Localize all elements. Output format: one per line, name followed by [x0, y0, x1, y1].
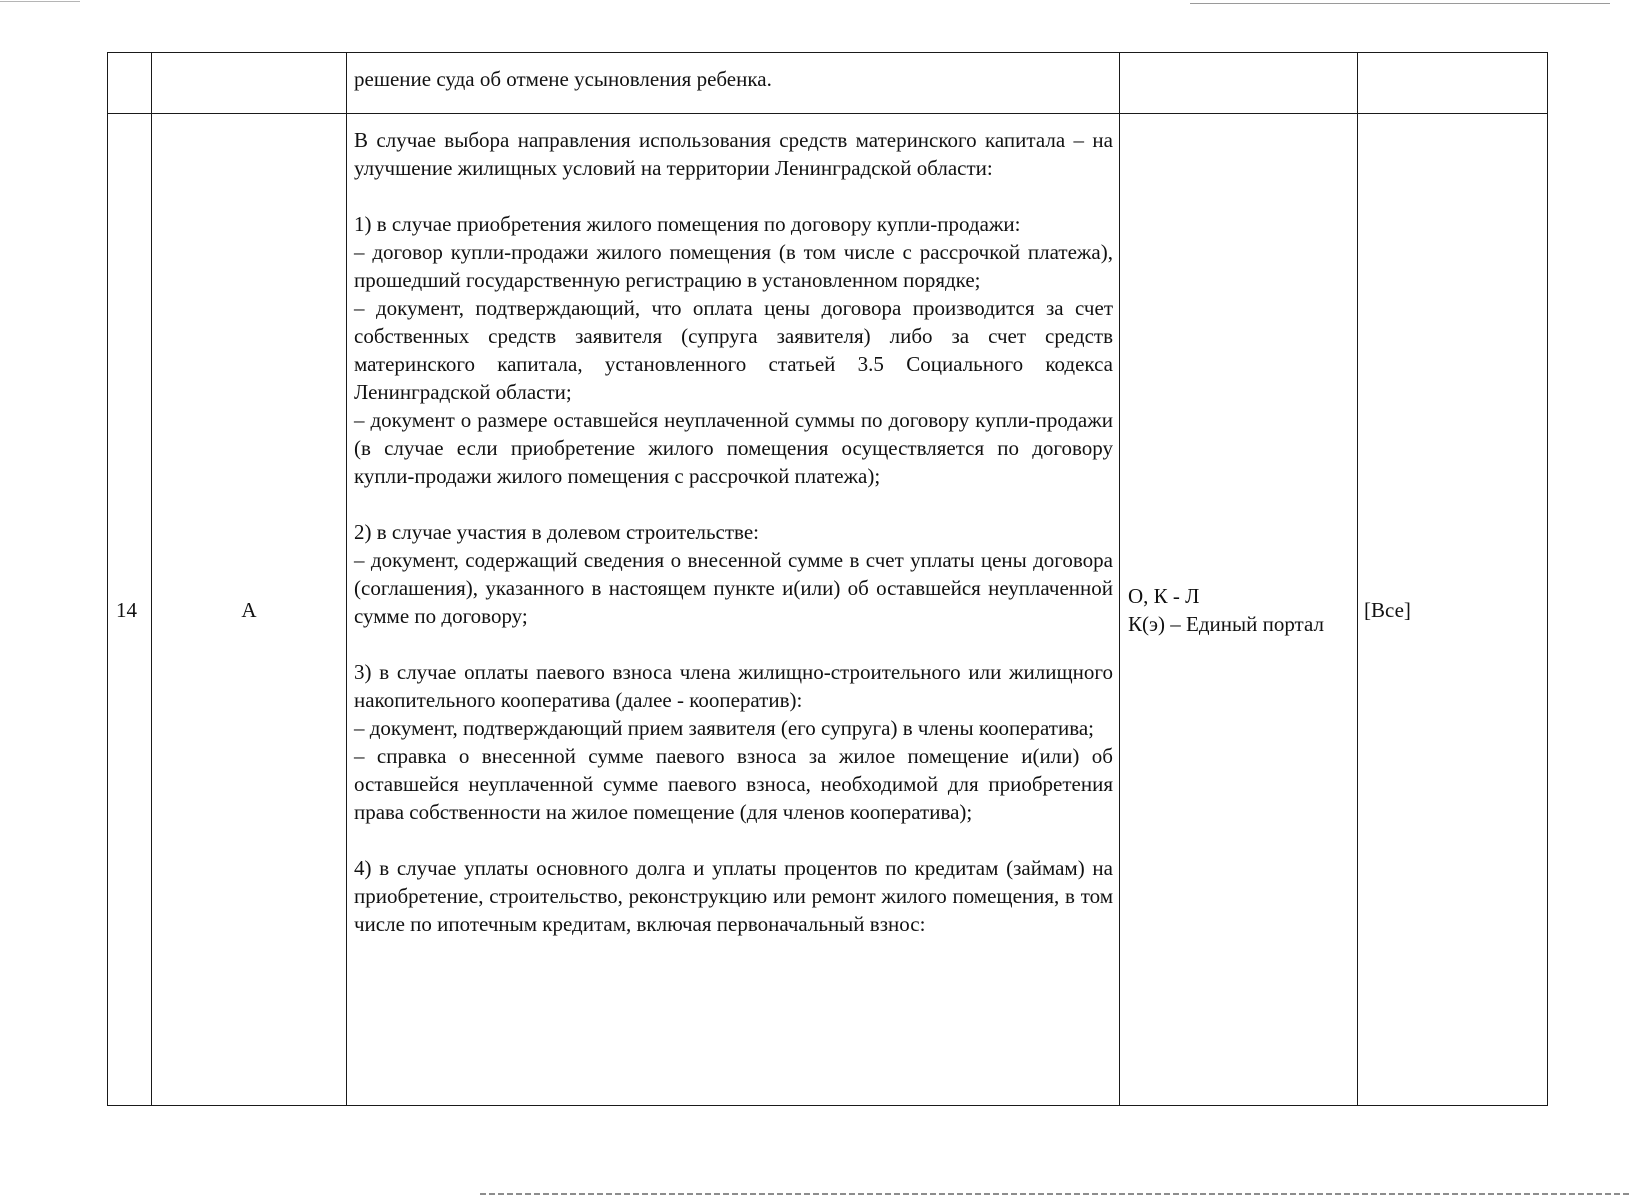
applicant-category: [Все]: [1364, 597, 1411, 622]
table-row: [108, 114, 1548, 1106]
document-paragraph: 3) в случае оплаты паевого взноса члена жилищно-строительного или жилищного накопительного кооператива (далее - кооператив):: [354, 660, 1113, 712]
category-cell: [152, 114, 347, 1106]
paragraph-spacer: [354, 182, 1113, 210]
document-paragraph: – справка о внесенной сумме паевого взноса за жилое помещение и(или) об оставшейся неуплаченной сумме паевого взноса, необходимой для приобретения права собственности на жилое помещение (для членов кооператива);: [354, 744, 1113, 824]
row-number: 14: [116, 597, 137, 622]
continuation-text: решение суда об отмене усыновления ребенка.: [354, 67, 772, 91]
submission-mode-line: К(э) – Единый портал: [1128, 611, 1324, 636]
document-paragraph: – документ, подтверждающий, что оплата цены договора производится за счет собственных средств заявителя (супруга заявителя) либо за счет средств материнского капитала, установленного статьей 3.5 Социального кодекса Ленинградской области;: [354, 296, 1113, 404]
documents-text-cell: [347, 53, 1120, 114]
paragraph-spacer: [354, 826, 1113, 854]
submission-mode-cell: [1120, 114, 1358, 1106]
document-paragraph: – документ, содержащий сведения о внесенной сумме в счет уплаты цены договора (соглашения), указанного в настоящем пункте и(или) об оставшейся неуплаченной сумме по договору;: [354, 548, 1113, 628]
submission-mode-line: О, К - Л: [1128, 583, 1200, 608]
table-row-continuation: [108, 53, 1548, 114]
scan-artifact-line: [480, 1193, 1630, 1195]
number-cell-empty: [108, 53, 152, 114]
documents-paragraphs: [354, 126, 1113, 938]
paragraph-spacer: [354, 630, 1113, 658]
paragraph-spacer: [354, 490, 1113, 518]
scan-artifact-line: [0, 1, 80, 2]
documents-table: [107, 52, 1548, 1106]
row-number-cell: [108, 114, 152, 1106]
category-letter: А: [241, 597, 257, 622]
documents-text-cell: [347, 114, 1120, 1106]
mode-cell-empty: [1120, 53, 1358, 114]
document-paragraph: 1) в случае приобретения жилого помещения по договору купли-продажи:: [354, 212, 1021, 236]
applicant-category-cell: [1358, 114, 1548, 1106]
document-paragraph: – документ о размере оставшейся неуплаченной суммы по договору купли-продажи (в случае если приобретение жилого помещения осуществляется по договору купли-продажи жилого помещения с рассрочкой платежа);: [354, 408, 1113, 488]
document-paragraph: В случае выбора направления использования средств материнского капитала – на улучшение жилищных условий на территории Ленинградской области:: [354, 128, 1113, 180]
document-paragraph: 2) в случае участия в долевом строительстве:: [354, 520, 759, 544]
document-paragraph: – договор купли-продажи жилого помещения (в том числе с рассрочкой платежа), прошедший государственную регистрацию в установленном порядке;: [354, 240, 1113, 292]
who-cell-empty: [1358, 53, 1548, 114]
document-paragraph: 4) в случае уплаты основного долга и уплаты процентов по кредитам (займам) на приобретение, строительство, реконструкцию или ремонт жилого помещения, в том числе по ипотечным кредитам, включая первоначальный взнос:: [354, 856, 1113, 936]
document-paragraph: – документ, подтверждающий прием заявителя (его супруга) в члены кооператива;: [354, 716, 1095, 740]
category-cell-empty: [152, 53, 347, 114]
scan-artifact-line: [1190, 3, 1610, 4]
